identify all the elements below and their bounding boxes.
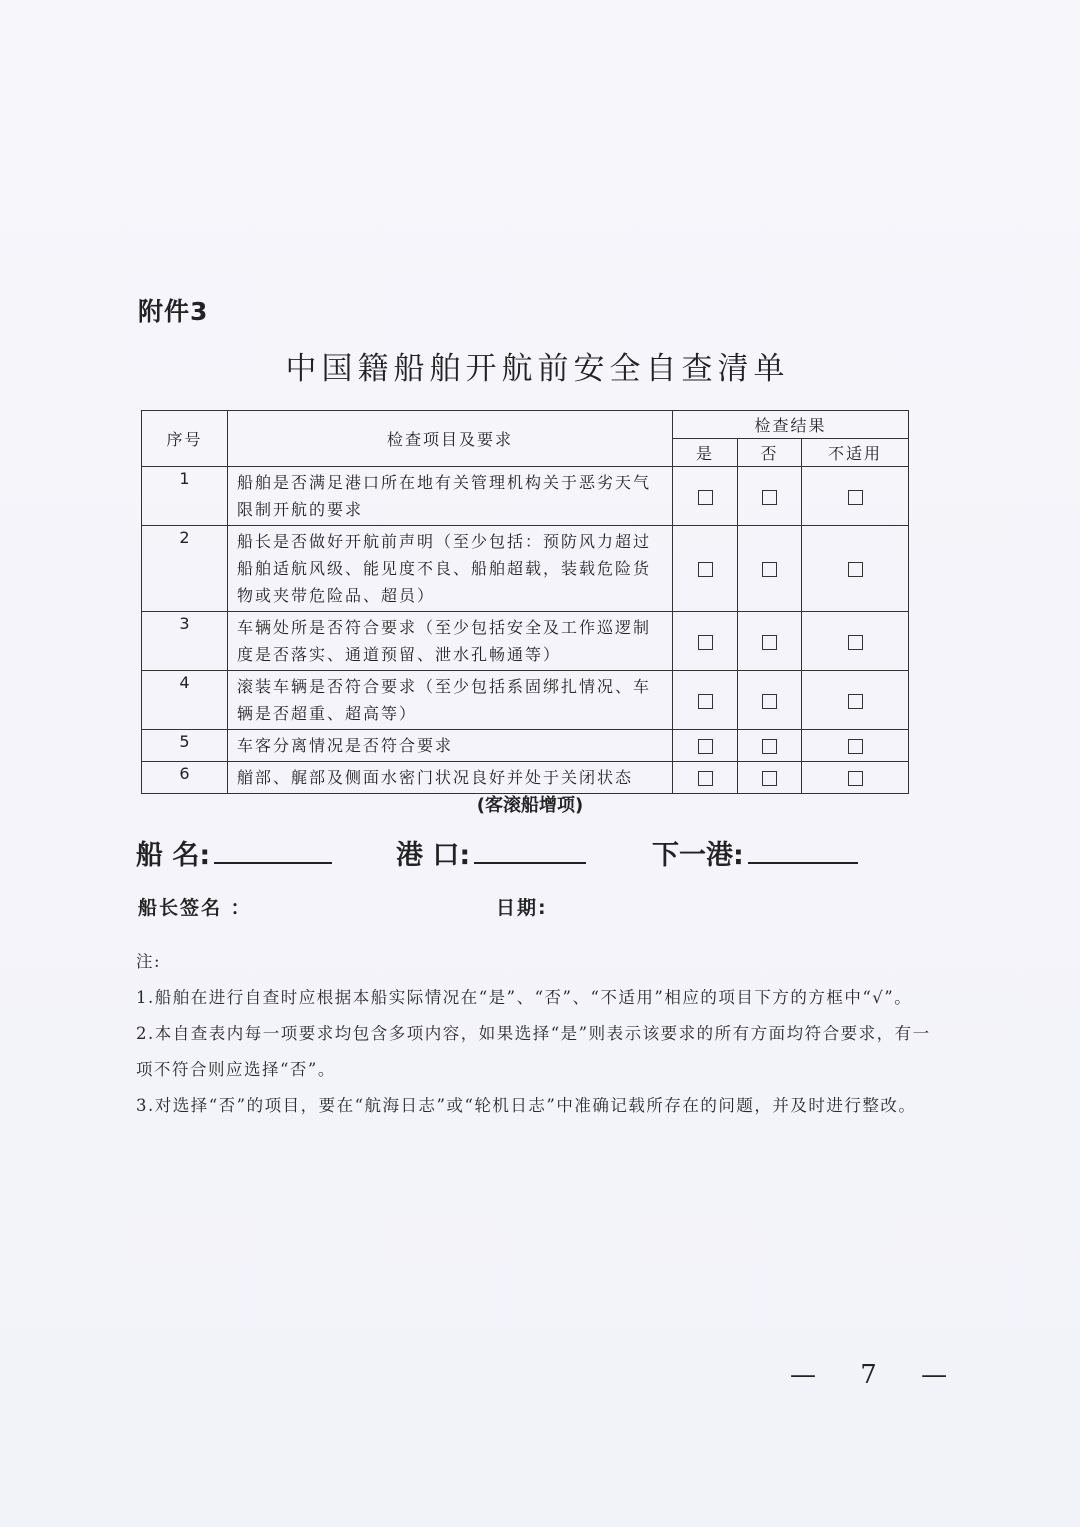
checkbox-yes[interactable] — [698, 562, 713, 577]
notes — [136, 944, 936, 1124]
next-port-label: 下一港: — [652, 840, 744, 871]
next-port-line[interactable] — [748, 834, 858, 864]
attachment-label: 附件3 — [138, 297, 209, 326]
row-seq: 6 — [142, 762, 228, 794]
row-item: 船长是否做好开航前声明（至少包括：预防风力超过船舶适航风级、能见度不良、船舶超载，装载危险货物或夹带危险品、超员） — [228, 526, 673, 612]
ship-name-field[interactable] — [136, 833, 332, 872]
header-result: 检查结果 — [673, 411, 909, 439]
row-item: 车辆处所是否符合要求（至少包括安全及工作巡逻制度是否落实、通道预留、泄水孔畅通等） — [228, 612, 673, 671]
header-item: 检查项目及要求 — [228, 411, 673, 467]
checkbox-na[interactable] — [848, 562, 863, 577]
row-item: 滚装车辆是否符合要求（至少包括系固绑扎情况、车辆是否超重、超高等） — [228, 671, 673, 730]
checkbox-no[interactable] — [762, 739, 777, 754]
note-item: 1.船舶在进行自查时应根据本船实际情况在“是”、“否”、“不适用”相应的项目下方的方框中“√”。 — [136, 988, 913, 1007]
table-row — [142, 526, 909, 612]
header-na: 不适用 — [802, 439, 909, 467]
row-seq: 1 — [142, 467, 228, 526]
checkbox-na[interactable] — [848, 771, 863, 786]
notes-heading: 注: — [136, 952, 162, 971]
row-seq: 2 — [142, 526, 228, 612]
subtitle: (客滚船增项) — [476, 795, 584, 816]
port-label: 港 口: — [396, 840, 471, 871]
checkbox-no[interactable] — [762, 562, 777, 577]
port-line[interactable] — [474, 834, 586, 864]
table-row — [142, 762, 909, 794]
date-field[interactable]: 日期: — [496, 897, 548, 919]
checkbox-no[interactable] — [762, 635, 777, 650]
checkbox-yes[interactable] — [698, 771, 713, 786]
checkbox-yes[interactable] — [698, 490, 713, 505]
checkbox-no[interactable] — [762, 694, 777, 709]
checkbox-no[interactable] — [762, 771, 777, 786]
row-item: 车客分离情况是否符合要求 — [228, 730, 673, 762]
header-seq: 序号 — [142, 411, 228, 467]
ship-name-line[interactable] — [214, 834, 332, 864]
checkbox-yes[interactable] — [698, 739, 713, 754]
checklist-table — [141, 410, 909, 794]
header-no: 否 — [738, 439, 802, 467]
page-number: — 7 — — [790, 1360, 966, 1390]
note-item: 3.对选择“否”的项目，要在“航海日志”或“轮机日志”中准确记载所存在的问题，并及时进行整改。 — [136, 1096, 917, 1115]
captain-signature[interactable]: 船长签名 ： — [138, 897, 252, 919]
row-seq: 5 — [142, 730, 228, 762]
page-title: 中国籍船舶开航前安全自查清单 — [285, 351, 790, 387]
table-row — [142, 671, 909, 730]
row-seq: 3 — [142, 612, 228, 671]
next-port-field[interactable] — [652, 833, 858, 872]
row-item: 船舶是否满足港口所在地有关管理机构关于恶劣天气限制开航的要求 — [228, 467, 673, 526]
checkbox-yes[interactable] — [698, 635, 713, 650]
row-item: 艏部、艉部及侧面水密门状况良好并处于关闭状态 — [228, 762, 673, 794]
header-yes: 是 — [673, 439, 738, 467]
port-field[interactable] — [396, 833, 586, 872]
checkbox-na[interactable] — [848, 635, 863, 650]
table-row — [142, 467, 909, 526]
note-item: 2.本自查表内每一项要求均包含多项内容，如果选择“是”则表示该要求的所有方面均符合要求，有一项不符合则应选择“否”。 — [136, 1024, 931, 1079]
table-row — [142, 612, 909, 671]
checkbox-na[interactable] — [848, 694, 863, 709]
ship-name-label: 船 名: — [136, 840, 211, 871]
checkbox-no[interactable] — [762, 490, 777, 505]
checkbox-na[interactable] — [848, 490, 863, 505]
checkbox-na[interactable] — [848, 739, 863, 754]
table-row — [142, 730, 909, 762]
checkbox-yes[interactable] — [698, 694, 713, 709]
row-seq: 4 — [142, 671, 228, 730]
